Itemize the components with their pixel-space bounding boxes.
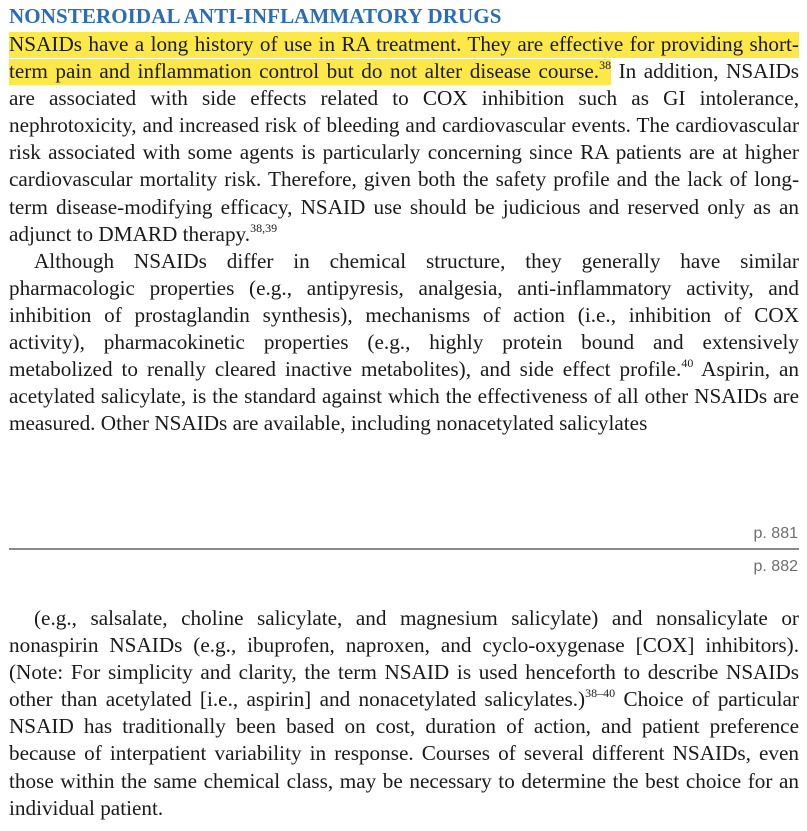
paragraph-continuation-text-b: Choice of particular NSAID has traditionally been based on cost, duration of action, and patient preference because of interpatient variability in response. Courses of several different NSAIDs, even those within the same chemical class, may be necessary to determine the best choice for an individual patient.	[9, 687, 799, 820]
page-number-previous: p. 881	[753, 525, 798, 542]
lower-text-block	[9, 605, 799, 822]
citation-superscript: 38–40	[585, 686, 616, 701]
citation-superscript: 38,39	[250, 220, 278, 235]
citation-superscript: 38	[599, 58, 612, 73]
paragraph-continuation-text-a: (e.g., salsalate, choline salicylate, and magnesium salicylate) and nonsalicylate or nonaspirin NSAIDs (e.g., ibuprofen, naproxen, and cyclo-oxygenase [COX] inhibitors). (Note: For simplicity and clarity, the term NSAID is used henceforth to describe NSAIDs other than acetylated [i.e., aspirin] and nonacetylated salicylates.)	[9, 606, 799, 712]
page-divider	[9, 548, 799, 550]
paragraph-properties-text-a: Although NSAIDs differ in chemical structure, they generally have similar pharmacologic properties (e.g., antipyresis, analgesia, anti-inflammatory activity, and inhibition of prostaglandin synthesis), mechanisms of action (i.e., inhibition of COX activity), pharmacokinetic properties (e.g., highly protein bound and extensively metabolized to renally cleared inactive metabolites), and side effect profile.	[9, 248, 799, 382]
paragraph-intro-text: In addition, NSAIDs are associated with side effects related to COX inhibition such as GI intolerance, nephrotoxicity, and increased risk of bleeding and cardiovascular events. The cardiovascular risk associated with some agents is particularly concerning since RA patients are at higher cardiovascular mortality risk. Therefore, given both the safety profile and the lack of long-term disease-modifying efficacy, NSAID use should be judicious and reserved only as an adjunct to DMARD therapy.	[9, 59, 800, 246]
highlighted-text: NSAIDs have a long history of use in RA treatment. They are effective for providing short-term pain and inflammation control but do not alter disease course.	[9, 32, 799, 84]
paragraph-continuation	[9, 605, 799, 822]
citation-superscript: 40	[681, 356, 694, 371]
upper-text-block	[9, 31, 799, 437]
page-number-next: p. 882	[753, 558, 798, 575]
section-heading: NONSTEROIDAL ANTI-INFLAMMATORY DRUGS	[9, 4, 502, 28]
paragraph-properties-text-b: Aspirin, an acetylated salicylate, is the standard against which the effectiveness of all other NSAIDs are measured. Other NSAIDs are available, including nonacetylated salicylates	[9, 357, 799, 436]
paragraph-intro	[9, 31, 799, 248]
paragraph-properties	[9, 248, 799, 438]
